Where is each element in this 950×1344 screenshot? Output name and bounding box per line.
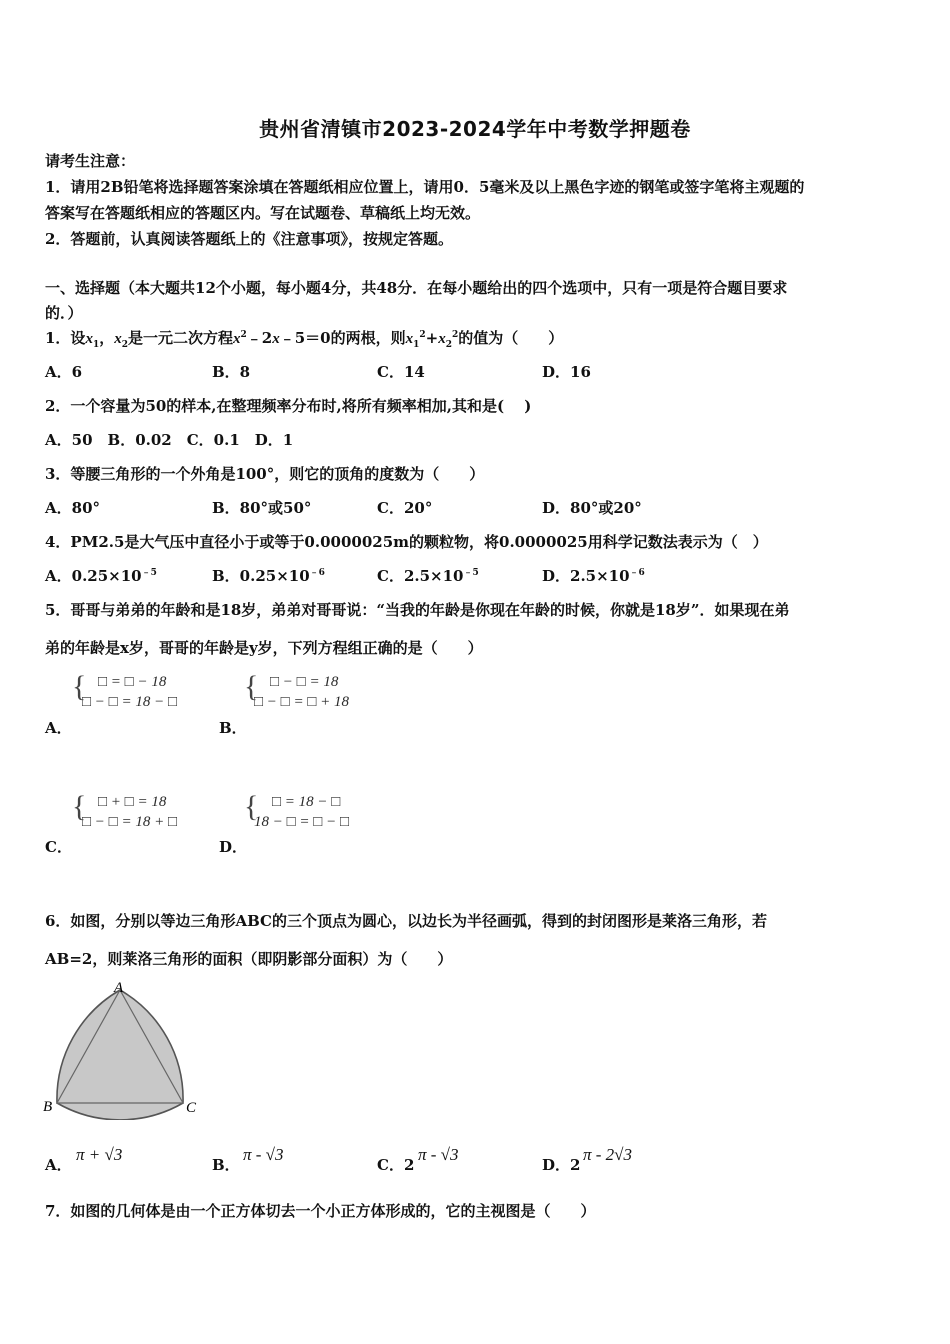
vertex-label-c: C — [186, 1100, 197, 1116]
question-5-stem-line-1: 5．哥哥与弟弟的年龄和是18岁，弟弟对哥哥说：“当我的年龄是你现在年龄的时候，你就是18岁”．如果现在弟 — [45, 601, 790, 619]
question-5-option-d[interactable]: D． — [219, 838, 248, 856]
question-1-stem: 1．设$x_1$，$x_2$是一元二次方程$x^2﹣2x﹣5=0$的两根，则$x_1^2+x_2^2$的值为（ ） — [45, 329, 564, 350]
question-1-option-a[interactable]: A．6 — [45, 363, 83, 381]
brace-icon: { — [72, 790, 87, 823]
question-6-stem-line-2: AB=2，则莱洛三角形的面积（即阴影部分面积）为（ ） — [45, 950, 453, 968]
notice-line-2: 2．答题前，认真阅读答题纸上的《注意事项》，按规定答题。 — [45, 230, 453, 248]
question-6-option-c[interactable]: C．2 — [377, 1156, 415, 1174]
question-4-option-d[interactable]: D．$2.5\times 10^{﹣6}$ — [542, 567, 645, 585]
question-4-stem: 4．PM2.5是大气压中直径小于或等于0.0000025m的颗粒物，将0.0000025用科学记数法表示为（ ） — [45, 533, 768, 551]
question-6-option-d-expression: π - 2√3 — [583, 1145, 633, 1164]
question-3-option-a[interactable]: A．80° — [45, 499, 101, 517]
section-heading-line-2: 的．） — [45, 304, 83, 322]
page-title: 贵州省清镇市2023-2024学年中考数学押题卷 — [259, 117, 691, 141]
brace-icon: { — [72, 670, 87, 703]
question-3-stem: 3．等腰三角形的一个外角是100°，则它的顶角的度数为（ ） — [45, 465, 485, 483]
section-heading-line-1: 一、选择题（本大题共12个小题，每小题4分，共48分．在每小题给出的四个选项中，只有一项是符合题目要求 — [45, 279, 788, 297]
question-2-options[interactable]: A．50 B．0.02 C．0.1 D．1 — [45, 431, 294, 449]
question-5-option-c[interactable]: C． — [45, 838, 72, 856]
notice-line-1: 1．请用2B铅笔将选择题答案涂填在答题纸相应位置上，请用0．5毫米及以上黑色字迹的钢笔或签字笔将主观题的 — [45, 178, 805, 196]
reuleaux-triangle-figure — [40, 978, 210, 1120]
question-5-option-b[interactable]: B． — [219, 719, 247, 737]
question-2-stem: 2．一个容量为50的样本,在整理频率分布时,将所有频率相加,其和是( ) — [45, 397, 532, 415]
question-6-stem-line-1: 6．如图，分别以等边三角形ABC的三个顶点为圆心，以边长为半径画弧，得到的封闭图形是莱洛三角形，若 — [45, 912, 767, 930]
question-4-option-c[interactable]: C．$2.5\times 10^{﹣5}$ — [377, 567, 479, 585]
reuleaux-shaded-region — [57, 990, 183, 1120]
question-5-stem-line-2: 弟的年龄是x岁，哥哥的年龄是y岁，下列方程组正确的是（ ） — [45, 639, 483, 657]
question-6-option-a-expression: π + √3 — [76, 1145, 123, 1164]
question-4-option-b[interactable]: B．$0.25\times 10^{﹣6}$ — [212, 567, 325, 585]
question-3-option-b[interactable]: B．80°或50° — [212, 499, 312, 517]
question-4-option-a[interactable]: A．$0.25\times 10^{﹣5}$ — [45, 567, 157, 585]
brace-icon: { — [244, 790, 259, 823]
question-1-option-c[interactable]: C．14 — [377, 363, 425, 381]
brace-icon: { — [244, 670, 259, 703]
question-6-option-c-expression: π - √3 — [418, 1145, 459, 1164]
question-6-option-d[interactable]: D．2 — [542, 1156, 581, 1174]
question-6-option-b[interactable]: B． — [212, 1156, 240, 1174]
question-1-option-b[interactable]: B．8 — [212, 363, 251, 381]
question-3-option-d[interactable]: D．80°或20° — [542, 499, 642, 517]
question-7-stem: 7．如图的几何体是由一个正方体切去一个小正方体形成的，它的主视图是（ ） — [45, 1202, 596, 1220]
question-6-option-b-expression: π - √3 — [243, 1145, 284, 1164]
question-6-option-a[interactable]: A． — [45, 1156, 72, 1174]
notice-line-1b: 答案写在答题纸相应的答题区内。写在试题卷、草稿纸上均无效。 — [45, 204, 481, 222]
notice-heading: 请考生注意： — [45, 152, 136, 170]
vertex-label-b: B — [43, 1099, 53, 1115]
vertex-label-a: A — [114, 980, 124, 996]
question-5-option-a[interactable]: A． — [45, 719, 72, 737]
question-3-option-c[interactable]: C．20° — [377, 499, 433, 517]
question-1-option-d[interactable]: D．16 — [542, 363, 591, 381]
